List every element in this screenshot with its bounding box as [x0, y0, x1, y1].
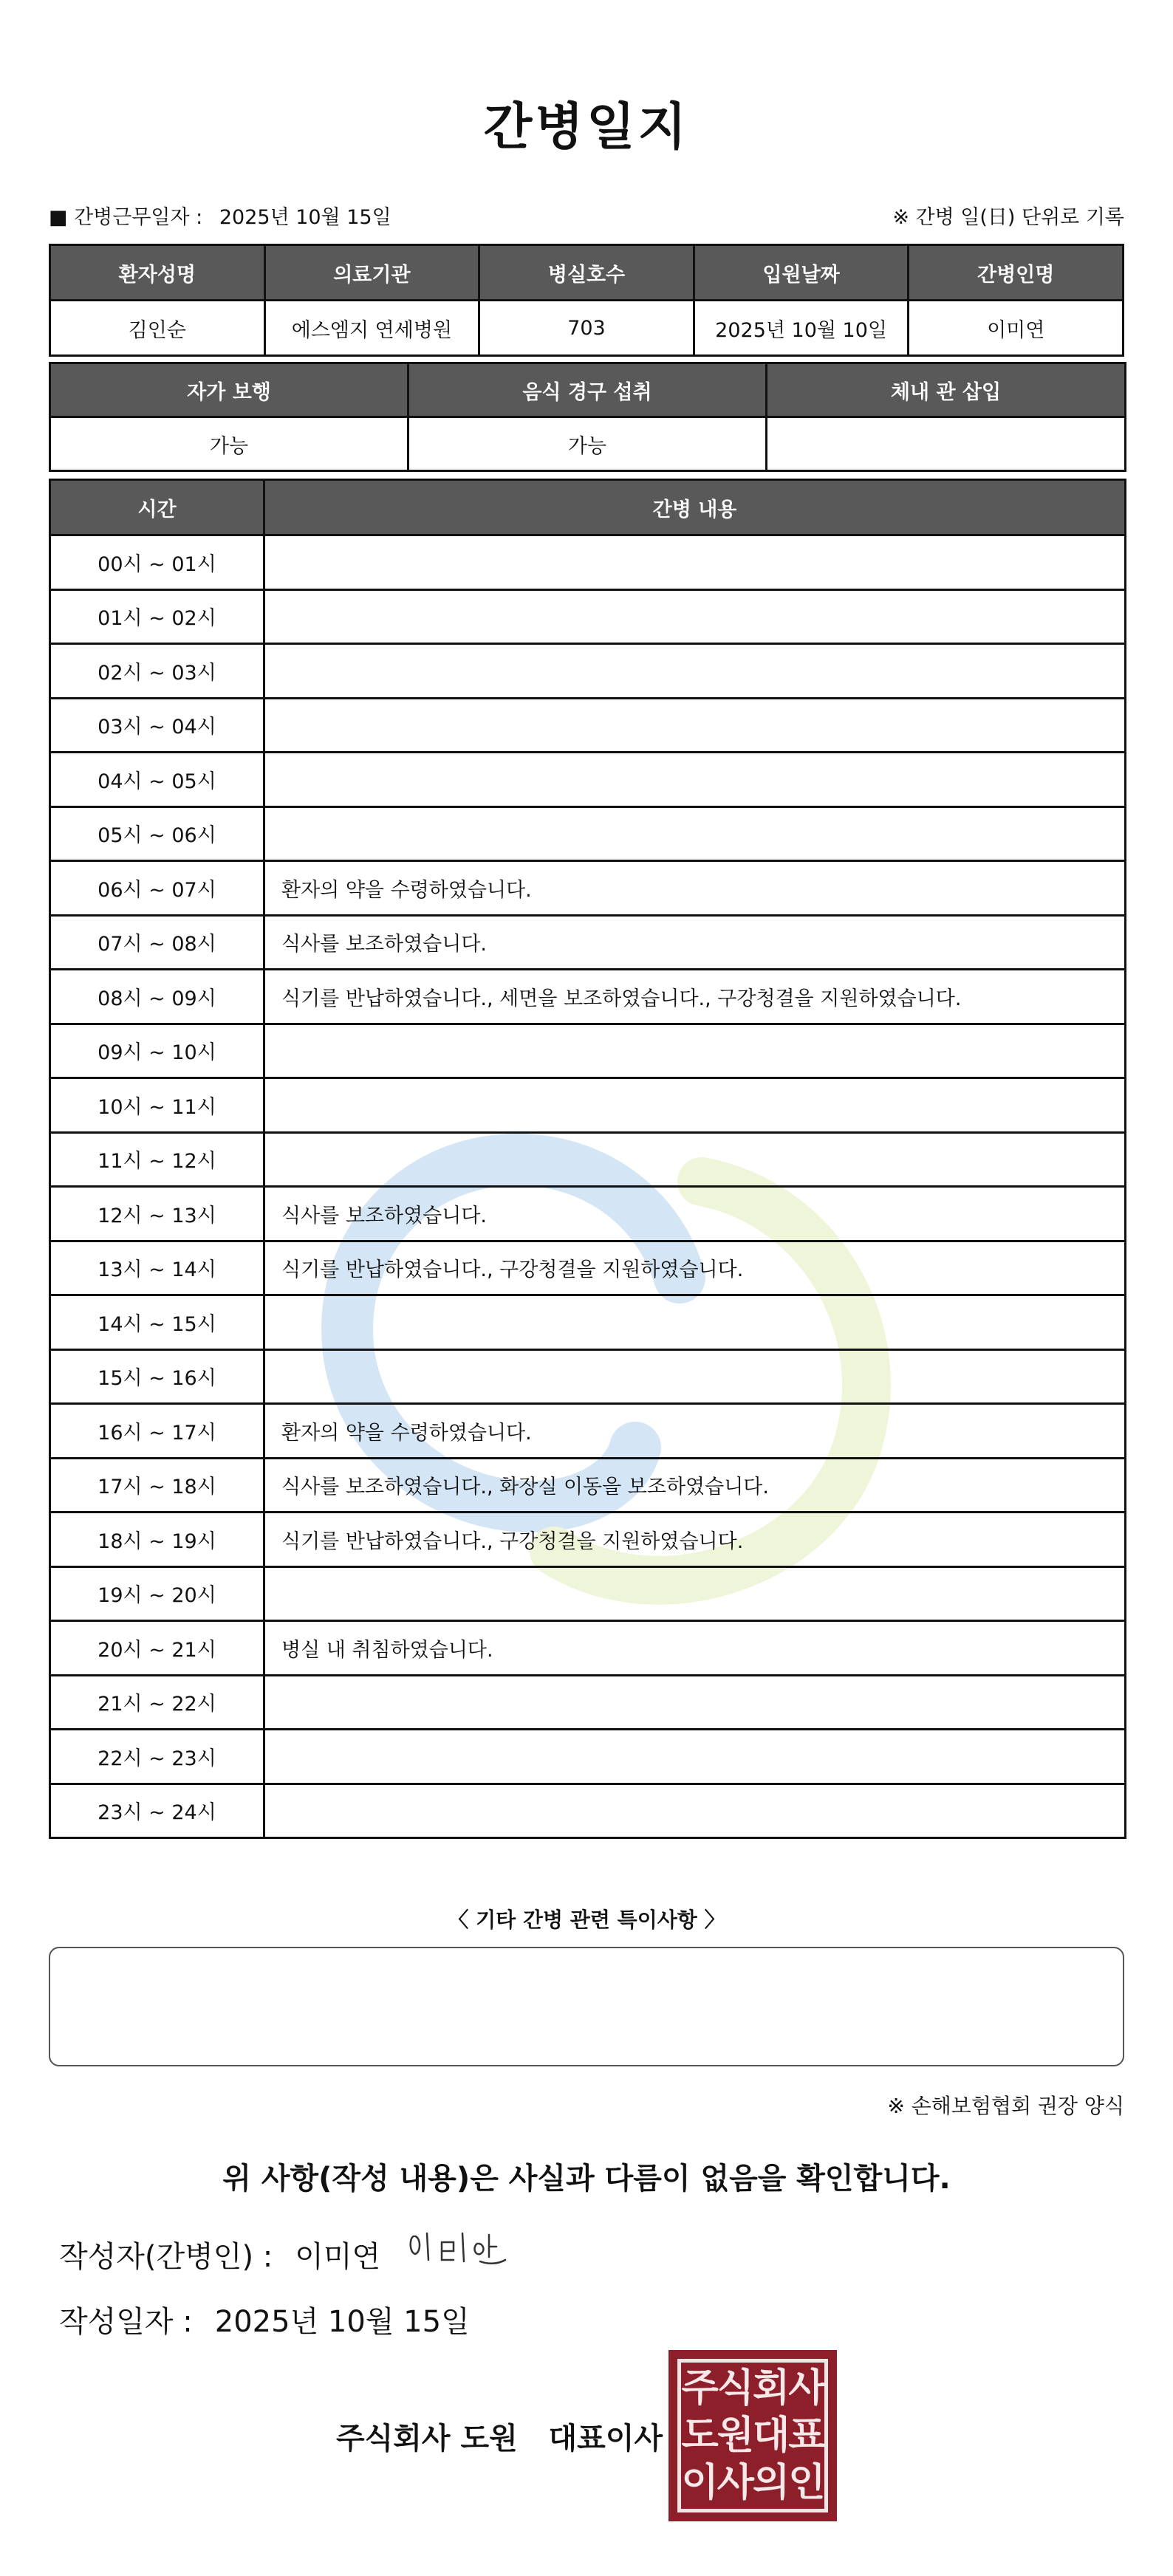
time-cell: 15시 ~ 16시 — [50, 1349, 264, 1404]
seal-line-3: 이사의인 — [681, 2461, 824, 2505]
content-cell — [264, 1295, 1126, 1350]
time-cell: 23시 ~ 24시 — [50, 1784, 264, 1838]
company-seal — [668, 2350, 837, 2521]
time-cell: 17시 ~ 18시 — [50, 1458, 264, 1513]
content-cell: 식기를 반납하였습니다., 구강청결을 지원하였습니다. — [264, 1241, 1126, 1295]
content-cell: 식사를 보조하였습니다. — [264, 915, 1126, 970]
time-cell: 11시 ~ 12시 — [50, 1132, 264, 1187]
time-cell: 00시 ~ 01시 — [50, 535, 264, 590]
work-date-line — [49, 201, 391, 230]
content-cell — [264, 1349, 1126, 1404]
header-oral-intake: 음식 경구 섭취 — [408, 363, 767, 417]
content-cell — [264, 589, 1126, 644]
table-row — [50, 861, 1126, 916]
tube-insertion-value — [767, 417, 1126, 471]
time-cell: 08시 ~ 09시 — [50, 970, 264, 1024]
table-row — [50, 1458, 1126, 1513]
time-cell: 14시 ~ 15시 — [50, 1295, 264, 1350]
content-cell — [264, 1078, 1126, 1133]
room-number-value: 703 — [479, 301, 694, 356]
content-cell — [264, 1024, 1126, 1078]
time-cell: 20시 ~ 21시 — [50, 1621, 264, 1676]
company-representative: 주식회사 도원 대표이사 — [336, 2422, 663, 2456]
table-row — [50, 1078, 1126, 1133]
table-row — [50, 1241, 1126, 1295]
seal-line-2: 도원대표 — [681, 2414, 824, 2458]
confirmation-statement: 위 사항(작성 내용)은 사실과 다름이 없음을 확인합니다. — [222, 2162, 951, 2196]
table-row — [50, 698, 1126, 753]
table-row — [50, 1675, 1126, 1730]
content-cell — [264, 806, 1126, 861]
time-cell: 16시 ~ 17시 — [50, 1404, 264, 1459]
seal-line-1: 주식회사 — [681, 2366, 824, 2411]
time-cell: 12시 ~ 13시 — [50, 1187, 264, 1241]
hospital-value: 에스엠지 연세병원 — [264, 301, 479, 356]
content-cell — [264, 644, 1126, 699]
table-row — [50, 1404, 1126, 1459]
writer-line — [59, 2233, 380, 2275]
ability-header-row — [50, 363, 1126, 417]
content-cell: 환자의 약을 수령하였습니다. — [264, 861, 1126, 916]
content-cell — [264, 1675, 1126, 1730]
content-cell: 식기를 반납하였습니다., 구강청결을 지원하였습니다. — [264, 1513, 1126, 1567]
header-hospital: 의료기관 — [264, 245, 479, 301]
care-log-header-row — [50, 480, 1126, 535]
care-log-table — [49, 479, 1126, 1839]
time-cell: 07시 ~ 08시 — [50, 915, 264, 970]
table-row — [50, 1621, 1126, 1676]
time-cell: 19시 ~ 20시 — [50, 1566, 264, 1621]
content-cell — [264, 698, 1126, 753]
content-cell: 식사를 보조하였습니다., 화장실 이동을 보조하였습니다. — [264, 1458, 1126, 1513]
patient-info-value-row — [50, 301, 1124, 356]
table-row — [50, 970, 1126, 1024]
content-cell — [264, 1566, 1126, 1621]
patient-name-value: 김인순 — [50, 301, 265, 356]
written-date-label: 작성일자 : — [59, 2305, 193, 2339]
self-walking-value: 가능 — [50, 417, 408, 471]
time-cell: 09시 ~ 10시 — [50, 1024, 264, 1078]
form-source-note: ※ 손해보험협회 권장 양식 — [887, 2094, 1124, 2118]
table-row — [50, 1132, 1126, 1187]
table-row — [50, 644, 1126, 699]
content-cell: 환자의 약을 수령하였습니다. — [264, 1404, 1126, 1459]
written-date-line — [59, 2298, 470, 2340]
table-row — [50, 1513, 1126, 1567]
writer-name: 이미연 — [295, 2240, 381, 2274]
time-cell: 06시 ~ 07시 — [50, 861, 264, 916]
content-cell — [264, 535, 1126, 590]
header-self-walking: 자가 보행 — [50, 363, 408, 417]
header-time: 시간 — [50, 480, 264, 535]
table-row — [50, 806, 1126, 861]
time-cell: 01시 ~ 02시 — [50, 589, 264, 644]
time-cell: 10시 ~ 11시 — [50, 1078, 264, 1133]
time-cell: 05시 ~ 06시 — [50, 806, 264, 861]
header-caregiver-name: 간병인명 — [909, 245, 1124, 301]
table-row — [50, 915, 1126, 970]
time-cell: 04시 ~ 05시 — [50, 753, 264, 807]
table-row — [50, 1349, 1126, 1404]
time-cell: 13시 ~ 14시 — [50, 1241, 264, 1295]
table-row — [50, 535, 1126, 590]
content-cell: 병실 내 취침하였습니다. — [264, 1621, 1126, 1676]
header-care-content: 간병 내용 — [264, 480, 1126, 535]
table-row — [50, 589, 1126, 644]
work-date-label: ■ 간병근무일자 : — [49, 206, 203, 229]
content-cell — [264, 1730, 1126, 1784]
header-patient-name: 환자성명 — [50, 245, 265, 301]
document-title: 간병일지 — [483, 98, 690, 157]
table-row — [50, 1295, 1126, 1350]
special-notes-title: 〈 기타 간병 관련 특이사항 〉 — [448, 1908, 725, 1932]
content-cell — [264, 753, 1126, 807]
patient-info-header-row — [50, 245, 1124, 301]
patient-ability-table — [49, 362, 1126, 472]
time-cell: 18시 ~ 19시 — [50, 1513, 264, 1567]
record-unit-note: ※ 간병 일(日) 단위로 기록 — [892, 206, 1124, 229]
caregiver-name-value: 이미연 — [909, 301, 1124, 356]
table-row — [50, 1024, 1126, 1078]
special-notes-box — [49, 1947, 1124, 2066]
patient-info-table — [49, 244, 1124, 357]
ability-value-row — [50, 417, 1126, 471]
work-date-value: 2025년 10월 15일 — [219, 206, 391, 229]
writer-label: 작성자(간병인) : — [59, 2240, 273, 2274]
time-cell: 02시 ~ 03시 — [50, 644, 264, 699]
table-row — [50, 753, 1126, 807]
handwritten-signature — [406, 2227, 532, 2272]
table-row — [50, 1730, 1126, 1784]
header-room-number: 병실호수 — [479, 245, 694, 301]
content-cell — [264, 1784, 1126, 1838]
table-row — [50, 1187, 1126, 1241]
oral-intake-value: 가능 — [408, 417, 767, 471]
header-tube-insertion: 체내 관 삽입 — [767, 363, 1126, 417]
admission-date-value: 2025년 10월 10일 — [694, 301, 909, 356]
content-cell — [264, 1132, 1126, 1187]
table-row — [50, 1566, 1126, 1621]
time-cell: 21시 ~ 22시 — [50, 1675, 264, 1730]
time-cell: 22시 ~ 23시 — [50, 1730, 264, 1784]
time-cell: 03시 ~ 04시 — [50, 698, 264, 753]
content-cell: 식기를 반납하였습니다., 세면을 보조하였습니다., 구강청결을 지원하였습니다. — [264, 970, 1126, 1024]
header-admission-date: 입원날짜 — [694, 245, 909, 301]
content-cell: 식사를 보조하였습니다. — [264, 1187, 1126, 1241]
written-date-value: 2025년 10월 15일 — [214, 2305, 470, 2339]
table-row — [50, 1784, 1126, 1838]
